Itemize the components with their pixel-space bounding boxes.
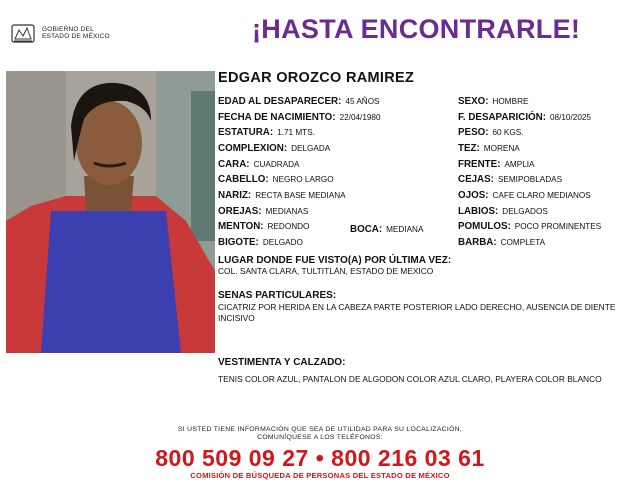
cheekbones-field: POMULOS: POCO PROMINENTES: [458, 221, 602, 232]
government-name: GOBIERNO DEL ESTADO DE MÉXICO: [42, 26, 110, 40]
age-field: EDAD AL DESAPARECER: 45 AÑOS: [218, 96, 380, 107]
commission-name: COMISIÓN DE BÚSQUEDA DE PERSONAS DEL ESTADO DE MÉXICO: [190, 471, 450, 480]
sex-field: SEXO: HOMBRE: [458, 96, 529, 107]
forehead-field: FRENTE: AMPLIA: [458, 159, 535, 170]
last-seen-label: LUGAR DONDE FUE VISTO(A) POR ÚLTIMA VEZ:: [218, 255, 452, 266]
weight-field: PESO: 60 KGS.: [458, 127, 524, 138]
distinctive-marks-text: CICATRIZ POR HERIDA EN LA CABEZA PARTE POSTERIOR LADO DERECHO, AUSENCIA DE DIENTE INCISIVO: [218, 302, 616, 323]
contact-info: SI USTED TIENE INFORMACIÓN QUE SEA DE UTILIDAD PARA SU LOCALIZACIÓN, COMUNÍQUESE A LOS TELÉFONOS:: [177, 426, 463, 441]
complexion-field: TEZ: MORENA: [458, 143, 520, 154]
person-name: EDGAR OROZCO RAMIREZ: [218, 70, 415, 86]
clothing-label: VESTIMENTA Y CALZADO:: [218, 357, 346, 368]
mustache-field: BIGOTE: DELGADO: [218, 237, 303, 248]
last-seen-text: COL. SANTA CLARA, TULTITLÁN, ESTADO DE MEXICO: [218, 266, 434, 276]
chin-field: MENTON: REDONDO: [218, 221, 310, 232]
birth-date-field: FECHA DE NACIMIENTO: 22/04/1980: [218, 112, 381, 123]
lips-field: LABIOS: DELGADOS: [458, 206, 548, 217]
beard-field: BARBA: COMPLETA: [458, 237, 546, 248]
height-field: ESTATURA: 1.71 MTS.: [218, 127, 315, 138]
nose-field: NARIZ: RECTA BASE MEDIANA: [218, 190, 346, 201]
eyebrows-field: CEJAS: SEMIPOBLADAS: [458, 174, 563, 185]
clothing-text: TENIS COLOR AZUL, PANTALON DE ALGODON COLOR AZUL CLARO, PLAYERA COLOR BLANCO: [218, 374, 602, 384]
headline: ¡HASTA ENCONTRARLE!: [252, 14, 581, 44]
missing-person-photo: [6, 71, 215, 353]
person-photo-illustration: [6, 71, 215, 353]
ears-field: OREJAS: MEDIANAS: [218, 206, 309, 217]
government-logo: [10, 22, 110, 44]
state-seal-icon: [10, 22, 36, 44]
disappearance-date-field: F. DESAPARICIÓN: 08/10/2025: [458, 112, 591, 123]
face-field: CARA: CUADRADA: [218, 159, 300, 170]
eyes-field: OJOS: CAFE CLARO MEDIANOS: [458, 190, 591, 201]
mouth-field: BOCA: MEDIANA: [350, 224, 424, 235]
distinctive-marks-label: SENAS PARTICULARES:: [218, 290, 337, 301]
build-field: COMPLEXION: DELGADA: [218, 143, 331, 154]
phone-numbers: 800 509 09 27 • 800 216 03 61: [155, 445, 485, 471]
hair-field: CABELLO: NEGRO LARGO: [218, 174, 334, 185]
